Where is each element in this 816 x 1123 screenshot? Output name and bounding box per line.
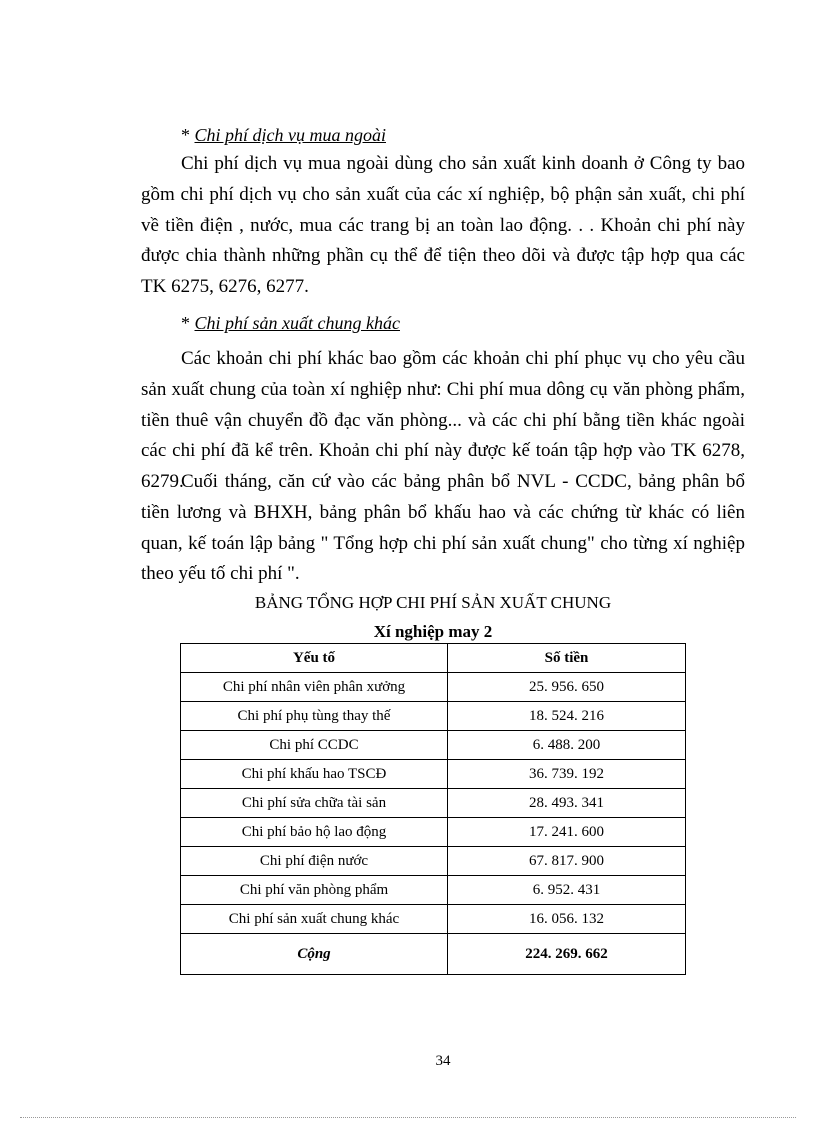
table-row [181, 789, 686, 818]
page-number: 34 [435, 1053, 451, 1069]
table-row [181, 673, 686, 702]
cost-element-cell: Chi phí điện nước [181, 847, 448, 876]
other-cost-heading-text: Chi phí sản xuất chung khác [194, 313, 400, 333]
amount-cell: 6. 488. 200 [448, 731, 686, 760]
table-subtitle: Xí nghiệp may 2 [373, 622, 493, 641]
table-total-row [181, 934, 686, 975]
table-row [181, 760, 686, 789]
table-row [181, 905, 686, 934]
amount-cell: 67. 817. 900 [448, 847, 686, 876]
amount-cell: 16. 056. 132 [448, 905, 686, 934]
overhead-cost-table [180, 643, 686, 975]
cost-element-cell: Chi phí CCDC [181, 731, 448, 760]
table-row [181, 818, 686, 847]
service-cost-heading [181, 125, 386, 145]
header-amount: Số tiền [448, 644, 686, 673]
table-title: BẢNG TỔNG HỢP CHI PHÍ SẢN XUẤT CHUNG [254, 593, 612, 612]
bottom-divider [20, 1117, 796, 1118]
service-cost-paragraph: Chi phí dịch vụ mua ngoài dùng cho sản xuất kinh doanh ở Công ty bao gồm chi phí dịch vụ cho sản xuất của các xí nghiệp, bộ phận sản xuất, chi phí về tiền điện , nước, mua các trang bị an toàn lao động. . . Khoản chi phí này được chia thành những phần cụ thể để tiện theo dõi và được tập hợp qua các TK 6275, 6276, 6277. [141, 153, 745, 298]
amount-cell: 25. 956. 650 [448, 673, 686, 702]
amount-cell: 6. 952. 431 [448, 876, 686, 905]
total-label: Cộng [181, 934, 448, 975]
total-value: 224. 269. 662 [448, 934, 686, 975]
amount-cell: 17. 241. 600 [448, 818, 686, 847]
cost-element-cell: Chi phí nhân viên phân xưởng [181, 673, 448, 702]
cost-element-cell: Chi phí phụ tùng thay thế [181, 702, 448, 731]
amount-cell: 18. 524. 216 [448, 702, 686, 731]
table-row [181, 731, 686, 760]
amount-cell: 28. 493. 341 [448, 789, 686, 818]
other-cost-heading [181, 313, 400, 333]
cost-element-cell: Chi phí bảo hộ lao động [181, 818, 448, 847]
heading-marker: * [181, 313, 190, 333]
table-row [181, 847, 686, 876]
month-end-paragraph: Cuối tháng, căn cứ vào các bảng phân bổ NVL - CCDC, bảng phân bổ tiền lương và BHXH, bảng phân bổ khấu hao và các chứng từ khác có liên quan, kế toán lập bảng " Tổng hợp chi phí sản xuất chung" cho từng xí nghiệp theo yếu tố chi phí ". [141, 471, 745, 585]
amount-cell: 36. 739. 192 [448, 760, 686, 789]
table-row [181, 702, 686, 731]
table-row [181, 876, 686, 905]
other-cost-paragraph: Các khoản chi phí khác bao gồm các khoản chi phí phục vụ cho yêu cầu sản xuất chung của toàn xí nghiệp như: Chi phí mua dông cụ văn phòng phẩm, tiền thuê vận chuyển đồ đạc văn phòng... và các chi phí bằng tiền khác ngoài các chi phí đã kể trên. Khoản chi phí này được kế toán tập hợp vào TK 6278, 6279. [141, 348, 745, 493]
service-cost-heading-text: Chi phí dịch vụ mua ngoài [194, 125, 386, 145]
cost-element-cell: Chi phí khấu hao TSCĐ [181, 760, 448, 789]
cost-element-cell: Chi phí sản xuất chung khác [181, 905, 448, 934]
cost-element-cell: Chi phí sửa chữa tài sản [181, 789, 448, 818]
heading-marker: * [181, 125, 190, 145]
header-cost-element: Yếu tố [181, 644, 448, 673]
table-header-row [181, 644, 686, 673]
cost-element-cell: Chi phí văn phòng phẩm [181, 876, 448, 905]
